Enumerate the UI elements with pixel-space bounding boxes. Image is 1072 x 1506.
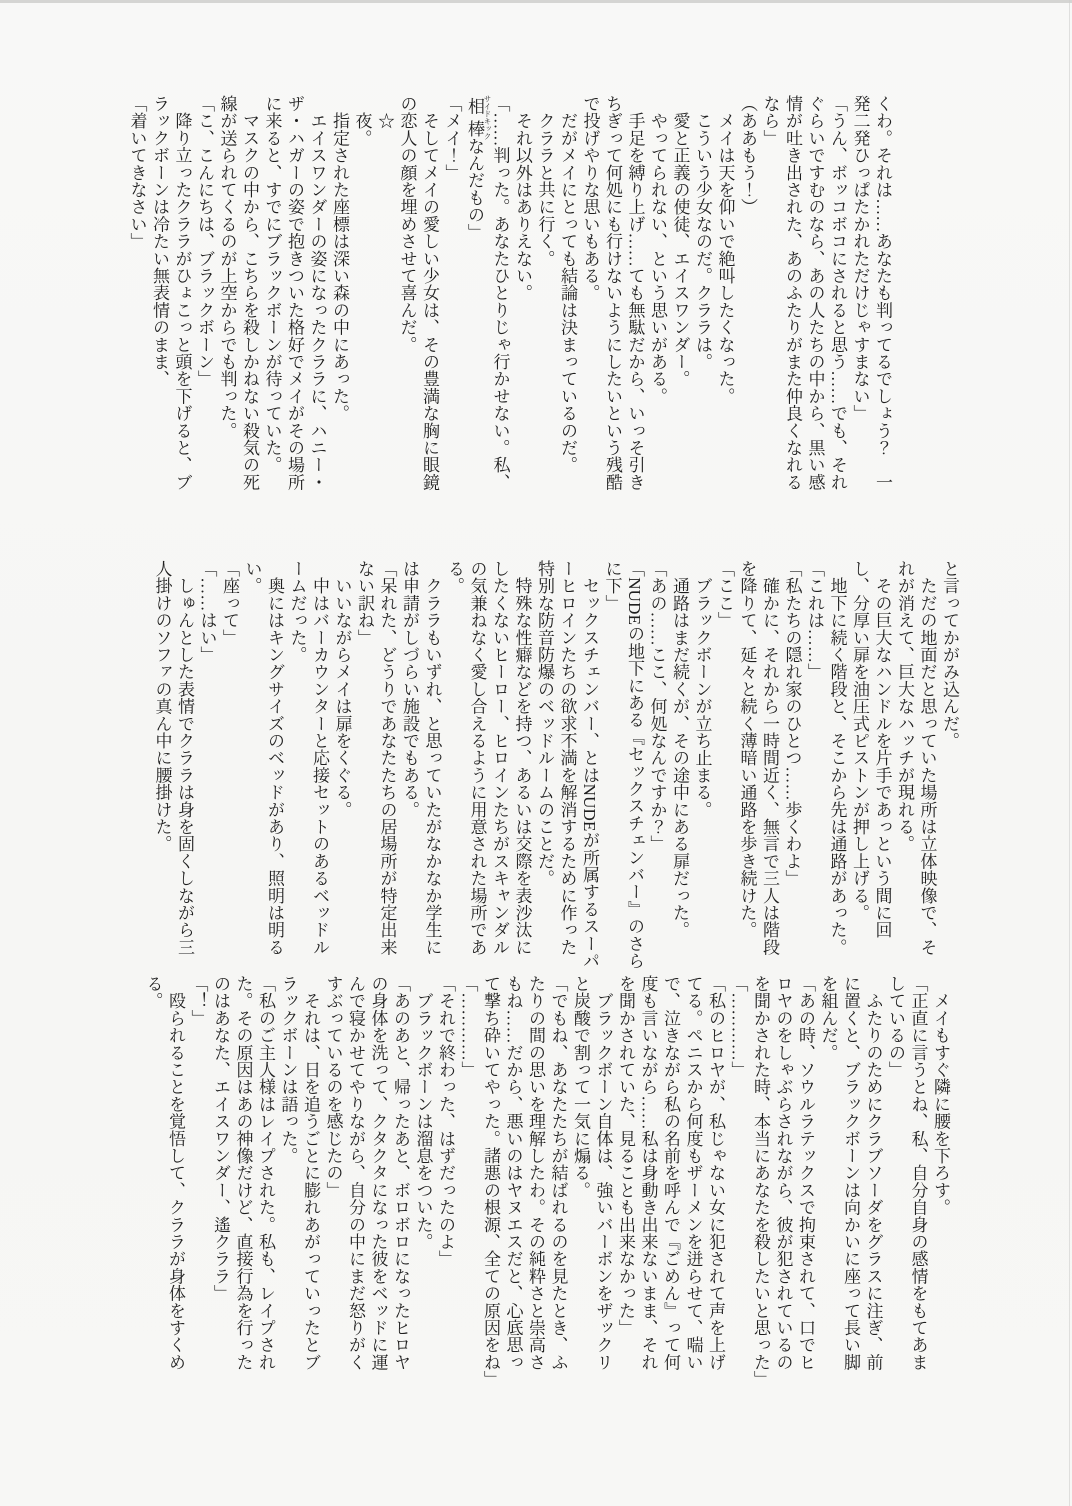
text-band-bottom xyxy=(141,975,951,1387)
paragraph: ブラックボーンは溜息をついた。 xyxy=(413,975,433,1251)
paragraph: ☆ xyxy=(375,95,394,130)
paragraph: 「こ、こんにちは、ブラックボーン」 xyxy=(195,95,214,388)
paragraph: メイもすぐ隣に腰を下ろす。 xyxy=(931,975,950,1216)
paragraph: 「うん、ボッコボコにされると思う……でも、それぐらいですむのなら、あの人たちの中から、黒い感情が吐き出された、あのふたりがまた仲良くなれるなら」 xyxy=(760,95,847,491)
paragraph: 「NUDEの地下にある『セックスチェンバー』のさらに下」 xyxy=(602,560,644,970)
paragraph: 地下に続く階段と、そこから先は通路があった。 xyxy=(827,560,847,956)
paragraph: （ああもう！） xyxy=(738,95,757,216)
paragraph: 「呆れた、どうりであなたたちの居場所が特定出来ない訳ね」 xyxy=(355,560,397,956)
paragraph: 手足を縛り上げ……ても無駄だから、いっそ引きちぎって何処にも行けないようにしたいという残酷で投げやりな思いもある。 xyxy=(580,95,645,491)
paragraph: 中はバーカウンターと応接セットのあるベッドルームだった。 xyxy=(287,560,329,956)
paragraph: 「座って」 xyxy=(220,560,239,646)
paragraph: 「メイ！」 xyxy=(442,95,462,181)
paragraph: ただの地面だと思っていた場所は立体映像で、それが消えて、巨大なハッチが現れる。 xyxy=(895,560,937,956)
paragraph: 特殊な性癖などを持つ、あるいは交際を表沙汰にしたくないヒーロー、ヒロインたちがスキャンダルの気兼ねなく愛し合えるように用意された場所である。 xyxy=(445,560,532,956)
paragraph: 「ここ」 xyxy=(715,560,734,629)
paragraph: と言ってかがみ込んだ。 xyxy=(940,560,959,750)
paragraph: クララもいずれ、と思っていたがなかなか学生には申請がしづらい施設でもある。 xyxy=(400,560,442,956)
paragraph: 通路はまだ続くが、その途中にある扉だった。 xyxy=(670,560,689,939)
paragraph: メイは天を仰いで絶叫したくなった。 xyxy=(715,95,735,405)
paragraph: 確かに、それから一時間近く、無言で三人は階段を降りて、延々と続く薄暗い通路を歩き続けた。 xyxy=(737,560,779,956)
paragraph: やってられない、という思いがある。 xyxy=(648,95,667,405)
paragraph: 「あの……ここ、何処なんですか？」 xyxy=(647,560,667,853)
paragraph: 「…………」 xyxy=(458,975,478,1079)
paragraph: 「私たちの隠れ家のひとつ……歩くわよ」 xyxy=(782,560,802,887)
paragraph: セックスチェンバー、とはNUDEが所属するスーパーヒロインたちの欲求不満を解消するために作った特別な防音防爆のベッドルームのことだ。 xyxy=(535,560,599,970)
paragraph: だがメイにとっても結論は決まっているのだ。 xyxy=(558,95,577,474)
paragraph: 愛と正義の使徒、エイスワンダー。 xyxy=(670,95,690,388)
scan-edge-right xyxy=(1069,0,1070,1506)
text-band-middle xyxy=(150,560,960,972)
paragraph: 「着いてきなさい」 xyxy=(127,95,147,250)
paragraph: その巨大なハンドルを片手であっという間に回し、分厚い扉を油圧式ピストンが押し上げる。 xyxy=(850,560,892,939)
paragraph: 「あの時、ソウルラテックスで拘束されて、口でヒロヤのをしゃぶらされながら、彼が犯されているのを聞かされた時、本当にあなたを殺したいと思った」 xyxy=(751,975,815,1388)
paragraph: しゅんとした表情でクララは身を固くしながら三人掛けのソファの真ん中に腰掛けた。 xyxy=(152,560,194,956)
paragraph: 「でもね、あなたたちが結ばれるのを見たとき、ふたりの間の思いを理解したわ。その純粋さと崇高さもね……だから、悪いのはヤヌエスだと、心底思って撃ち砕いてやった。諸悪の根源、全ての原因をね」 xyxy=(481,975,568,1388)
paragraph: 「正直に言うとね、私、自分自身の感情をもてあましているの」 xyxy=(886,975,928,1371)
paragraph: 「私のご主人様はレイプされた。私も、レイプされた。その原因はあの神像だけど、直接行為を行ったのはあなた、エイスワンダー、遙クララ」 xyxy=(211,975,275,1371)
paragraph: 降り立ったクララがひょこっと頭を下げると、ブラックボーンは冷たい無表情のまま、 xyxy=(150,95,192,491)
paragraph: ブラックボーンが立ち止まる。 xyxy=(692,560,712,818)
paragraph: くわ。それは……あなたも判ってるでしょう？ 一発二発ひっぱたかれただけじゃすまない」 xyxy=(850,95,892,491)
paragraph: 殴られることを覚悟して、クララが身体をすくめる。 xyxy=(143,975,185,1371)
paragraph: クララと共に行く。 xyxy=(535,95,555,267)
scan-edge-top xyxy=(0,0,1072,3)
paragraph: マスクの中から、こちらを殺しかねない殺気の死線が送られてくるのが上空からでも判った。 xyxy=(217,95,259,491)
paragraph: ふたりのためにクラブソーダをグラスに注ぎ、前に置くと、ブラックボーンは向かいに座って長い脚を組んだ。 xyxy=(818,975,883,1371)
ruby-annotated-word: 相棒 サイドキック xyxy=(465,95,492,140)
paragraph: 夜。 xyxy=(352,95,372,147)
paragraph: ブラックボーン自体は、強いバーボンをザックリと炭酸で割って一気に煽る。 xyxy=(571,975,613,1371)
paragraph: エイスワンダーの姿になったクララに、ハニー・ザ・ハガーの姿で抱きついた格好でメイがその場所に来ると、すでにブラックボーンが待っていた。 xyxy=(262,95,327,491)
paragraph: 「……はい」 xyxy=(197,560,217,664)
paragraph: 奥にはキングサイズのベッドがあり、照明は明るい。 xyxy=(242,560,284,956)
paragraph: 指定された座標は深い森の中にあった。 xyxy=(330,95,349,422)
paragraph: 「これは……」 xyxy=(805,560,824,681)
paragraph: それは、日を追うごとに膨れあがっていったとブラックボーンは語った。 xyxy=(278,975,320,1371)
paragraph: こういう少女なのだ。クララは。 xyxy=(693,95,712,371)
paragraph: 「……判った。あなたひとりじゃ行かせない。私、相棒 サイドキックなんだもの」 xyxy=(465,95,510,491)
paragraph: そしてメイの愛しい少女は、その豊満な胸に眼鏡の恋人の顔を埋めさせて喜んだ。 xyxy=(397,95,439,491)
paragraph: 「あのあと、帰ったあと、ボロボロになったヒロヤの身体を洗って、クタクタになった彼をベッドに運んで寝かせてやりながら、自分の中にまだ怒りがくすぶっているのを感じたの」 xyxy=(323,975,410,1371)
paragraph: 「それで終わった、はずだったのよ」 xyxy=(436,975,455,1268)
paragraph: いいながらメイは扉をくぐる。 xyxy=(332,560,352,818)
paragraph: 「私のヒロヤが、私じゃない女に犯されて声を上げてる。ペニスから何度もザーメンを迸らせて、喘いで、泣きながら私の名前を呼んで『ごめん』って何度も言いながら……私は身動き出来ないまま、それを聞かされていた、見ることも出来なかった」 xyxy=(616,975,725,1371)
paragraph: 「！」 xyxy=(188,975,208,1027)
paragraph: 「…………」 xyxy=(728,975,748,1079)
text-band-top xyxy=(125,95,893,507)
paragraph: それ以外はありえない。 xyxy=(513,95,532,302)
